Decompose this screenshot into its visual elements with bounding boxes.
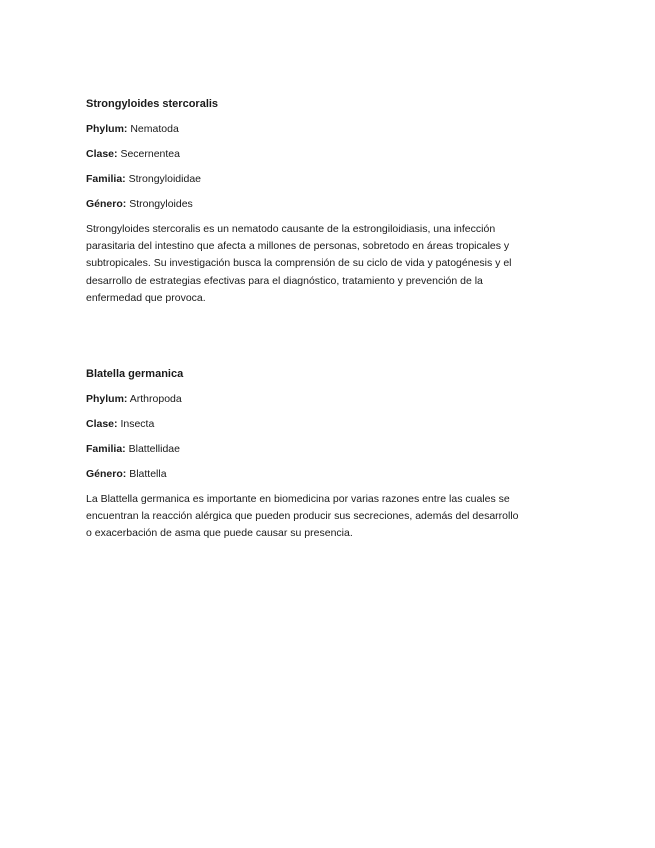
familia-field: [86, 442, 526, 456]
phylum-field: [86, 392, 526, 406]
species-section-blatella: [86, 367, 526, 543]
species-title: Strongyloides stercoralis: [86, 98, 219, 110]
description-paragraph: Strongyloides stercoralis es un nematodo causante de la estrongiloidiasis, una infección parasitaria del intestino que afecta a millones de personas, sobretodo en áreas tropicales y subtropicales. Su investigación busca la comprensión de su ciclo de vida y patogénesis y el desarrollo de estrategias efectivas para el diagnóstico, tratamiento y prevención de la enfermedad que provoca.: [86, 223, 512, 304]
genero-value: Strongyloides: [129, 198, 193, 210]
description-paragraph: La Blattella germanica es importante en biomedicina por varias razones entre las cuales se encuentran la reacción alérgica que pueden producir sus secreciones, además del desarrollo o exacerbación de asma que puede causar su presencia.: [86, 493, 519, 540]
familia-value: Strongyloididae: [128, 173, 201, 185]
genero-label: Género:: [86, 468, 127, 480]
clase-label: Clase:: [86, 418, 118, 430]
species-title: Blatella germanica: [86, 368, 184, 380]
clase-value: Secernentea: [120, 148, 180, 160]
phylum-label: Phylum:: [86, 123, 128, 135]
familia-label: Familia:: [86, 173, 126, 185]
clase-field: [86, 417, 526, 431]
clase-field: [86, 147, 526, 161]
genero-field: [86, 197, 526, 211]
genero-label: Género:: [86, 198, 127, 210]
genero-value: Blattella: [129, 468, 167, 480]
genero-field: [86, 467, 526, 481]
phylum-label: Phylum:: [86, 393, 128, 405]
phylum-value: Nematoda: [130, 123, 179, 135]
familia-label: Familia:: [86, 443, 126, 455]
phylum-field: [86, 122, 526, 136]
species-section-strongyloides: [86, 97, 526, 307]
familia-value: Blattellidae: [128, 443, 180, 455]
clase-value: Insecta: [120, 418, 155, 430]
phylum-value: Arthropoda: [129, 393, 182, 405]
clase-label: Clase:: [86, 148, 118, 160]
familia-field: [86, 172, 526, 186]
